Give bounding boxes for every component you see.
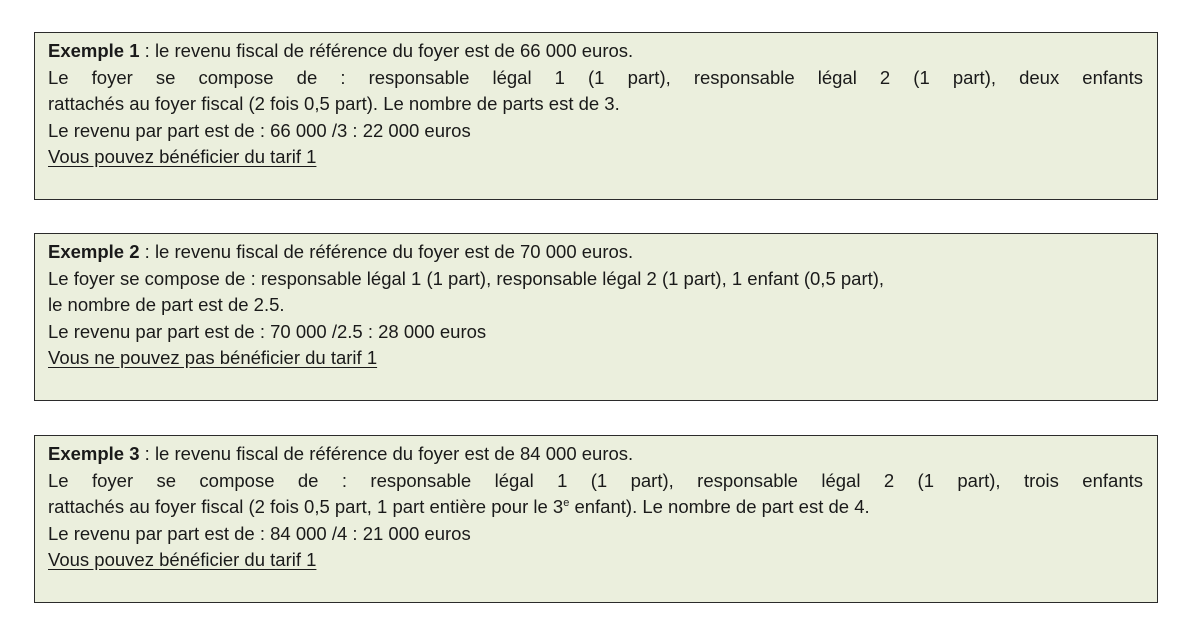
example-label: Exemple 1: [48, 40, 140, 61]
example-label: Exemple 2: [48, 241, 140, 262]
example-composition-line-1: Le foyer se compose de : responsable légal 1 (1 part), responsable légal 2 (1 part), trois enfants: [48, 469, 1143, 491]
example-intro-line: [48, 441, 1143, 468]
example-revenue: Le revenu par part est de : 70 000 /2.5 : 28 000 euros: [48, 320, 487, 342]
composition-text-after: enfant). Le nombre de part est de 4.: [569, 496, 870, 517]
example-composition-line-1: Le foyer se compose de : responsable légal 1 (1 part), responsable légal 2 (1 part), 1 enfant (0,5 part),: [48, 267, 885, 289]
example-conclusion: Vous ne pouvez pas bénéficier du tarif 1: [48, 347, 378, 368]
example-box-2: [34, 233, 1158, 401]
example-composition-line-2: le nombre de part est de 2.5.: [48, 294, 285, 315]
example-conclusion: Vous pouvez bénéficier du tarif 1: [48, 146, 317, 167]
composition-text-before: rattachés au foyer fiscal (2 fois 0,5 part, 1 part entière pour le 3: [48, 496, 564, 517]
example-composition-line-1: Le foyer se compose de : responsable légal 1 (1 part), responsable légal 2 (1 part), deux enfants: [48, 66, 1143, 88]
example-box-1: [34, 32, 1158, 200]
example-box-3: [34, 435, 1158, 603]
example-label: Exemple 3: [48, 443, 140, 464]
example-revenue: Le revenu par part est de : 66 000 /3 : 22 000 euros: [48, 119, 471, 141]
example-conclusion: Vous pouvez bénéficier du tarif 1: [48, 549, 317, 570]
example-intro-line: [48, 239, 1143, 266]
example-composition-line-2: rattachés au foyer fiscal (2 fois 0,5 part). Le nombre de parts est de 3.: [48, 93, 620, 114]
example-intro: : le revenu fiscal de référence du foyer est de 70 000 euros.: [139, 241, 634, 262]
example-intro: : le revenu fiscal de référence du foyer est de 66 000 euros.: [139, 40, 634, 61]
example-intro: : le revenu fiscal de référence du foyer est de 84 000 euros.: [139, 443, 634, 464]
example-composition-line-2: [48, 494, 1143, 521]
example-revenue: Le revenu par part est de : 84 000 /4 : 21 000 euros: [48, 522, 471, 544]
ordinal-superscript: e: [563, 497, 570, 509]
example-intro-line: [48, 38, 1143, 65]
